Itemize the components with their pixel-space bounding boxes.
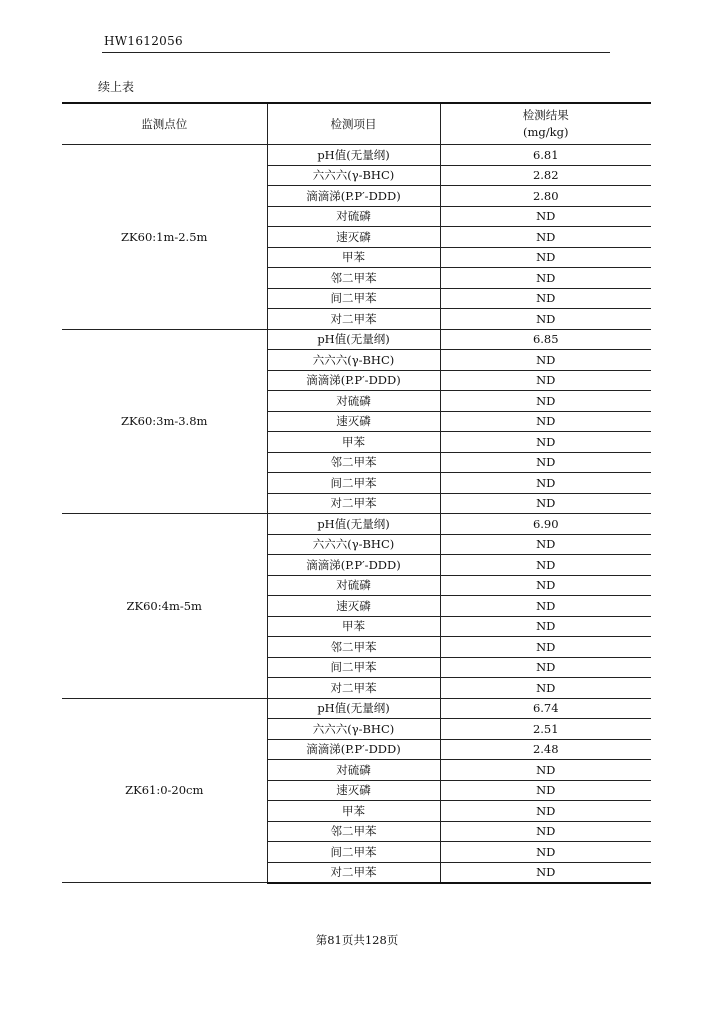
item-cell: 对二甲苯 [267, 493, 440, 514]
results-table [62, 102, 651, 884]
header-result-unit: (mg/kg) [523, 125, 569, 139]
result-cell: ND [440, 268, 651, 289]
result-cell: ND [440, 206, 651, 227]
site-cell: ZK60:1m-2.5m [62, 145, 267, 330]
header-result [440, 103, 651, 145]
result-cell: ND [440, 309, 651, 330]
table-body [62, 145, 651, 883]
item-cell: 对硫磷 [267, 760, 440, 781]
result-cell: ND [440, 452, 651, 473]
table-row [62, 145, 651, 166]
item-cell: pH值(无量纲) [267, 698, 440, 719]
result-cell: ND [440, 391, 651, 412]
site-cell: ZK60:4m-5m [62, 514, 267, 699]
item-cell: 对二甲苯 [267, 309, 440, 330]
result-cell: ND [440, 493, 651, 514]
table-header-row [62, 103, 651, 145]
item-cell: 间二甲苯 [267, 657, 440, 678]
item-cell: 邻二甲苯 [267, 268, 440, 289]
item-cell: 速灭磷 [267, 780, 440, 801]
result-cell: ND [440, 678, 651, 699]
result-cell: ND [440, 657, 651, 678]
item-cell: 邻二甲苯 [267, 821, 440, 842]
item-cell: 滴滴涕(P.P′-DDD) [267, 186, 440, 207]
result-cell: ND [440, 760, 651, 781]
item-cell: pH值(无量纲) [267, 514, 440, 535]
item-cell: 对硫磷 [267, 391, 440, 412]
header-rule [102, 52, 610, 53]
item-cell: 速灭磷 [267, 227, 440, 248]
item-cell: 间二甲苯 [267, 473, 440, 494]
continued-label: 续上表 [98, 80, 135, 94]
item-cell: 滴滴涕(P.P′-DDD) [267, 370, 440, 391]
table-row [62, 514, 651, 535]
result-cell: ND [440, 370, 651, 391]
item-cell: 甲苯 [267, 801, 440, 822]
item-cell: 对二甲苯 [267, 678, 440, 699]
item-cell: 对硫磷 [267, 575, 440, 596]
result-cell: 6.81 [440, 145, 651, 166]
item-cell: 甲苯 [267, 616, 440, 637]
result-cell: 2.51 [440, 719, 651, 740]
result-cell: 6.85 [440, 329, 651, 350]
result-cell: ND [440, 555, 651, 576]
result-cell: ND [440, 350, 651, 371]
item-cell: pH值(无量纲) [267, 145, 440, 166]
result-cell: ND [440, 842, 651, 863]
result-cell: ND [440, 288, 651, 309]
item-cell: 间二甲苯 [267, 842, 440, 863]
result-cell: 6.90 [440, 514, 651, 535]
item-cell: 六六六(γ-BHC) [267, 350, 440, 371]
item-cell: 滴滴涕(P.P′-DDD) [267, 739, 440, 760]
item-cell: pH值(无量纲) [267, 329, 440, 350]
item-cell: 对硫磷 [267, 206, 440, 227]
result-cell: 6.74 [440, 698, 651, 719]
header-item: 检测项目 [267, 103, 440, 145]
result-cell: ND [440, 473, 651, 494]
item-cell: 邻二甲苯 [267, 452, 440, 473]
site-cell: ZK60:3m-3.8m [62, 329, 267, 514]
result-cell: ND [440, 821, 651, 842]
doc-id: HW1612056 [104, 34, 183, 48]
item-cell: 邻二甲苯 [267, 637, 440, 658]
result-cell: ND [440, 862, 651, 883]
result-cell: ND [440, 637, 651, 658]
item-cell: 六六六(γ-BHC) [267, 719, 440, 740]
table-row [62, 698, 651, 719]
item-cell: 间二甲苯 [267, 288, 440, 309]
site-cell: ZK61:0-20cm [62, 698, 267, 883]
result-cell: ND [440, 411, 651, 432]
result-cell: ND [440, 227, 651, 248]
item-cell: 滴滴涕(P.P′-DDD) [267, 555, 440, 576]
header-site: 监测点位 [62, 103, 267, 145]
item-cell: 甲苯 [267, 432, 440, 453]
result-cell: ND [440, 596, 651, 617]
result-cell: ND [440, 616, 651, 637]
result-cell: ND [440, 575, 651, 596]
result-cell: ND [440, 780, 651, 801]
result-cell: ND [440, 534, 651, 555]
item-cell: 速灭磷 [267, 411, 440, 432]
item-cell: 甲苯 [267, 247, 440, 268]
result-cell: ND [440, 432, 651, 453]
result-cell: ND [440, 247, 651, 268]
item-cell: 对二甲苯 [267, 862, 440, 883]
item-cell: 六六六(γ-BHC) [267, 534, 440, 555]
item-cell: 六六六(γ-BHC) [267, 165, 440, 186]
result-cell: 2.82 [440, 165, 651, 186]
item-cell: 速灭磷 [267, 596, 440, 617]
page-footer: 第81页共128页 [315, 933, 399, 947]
result-cell: 2.48 [440, 739, 651, 760]
table-row [62, 329, 651, 350]
header-result-title: 检测结果 [522, 108, 569, 122]
result-cell: ND [440, 801, 651, 822]
result-cell: 2.80 [440, 186, 651, 207]
